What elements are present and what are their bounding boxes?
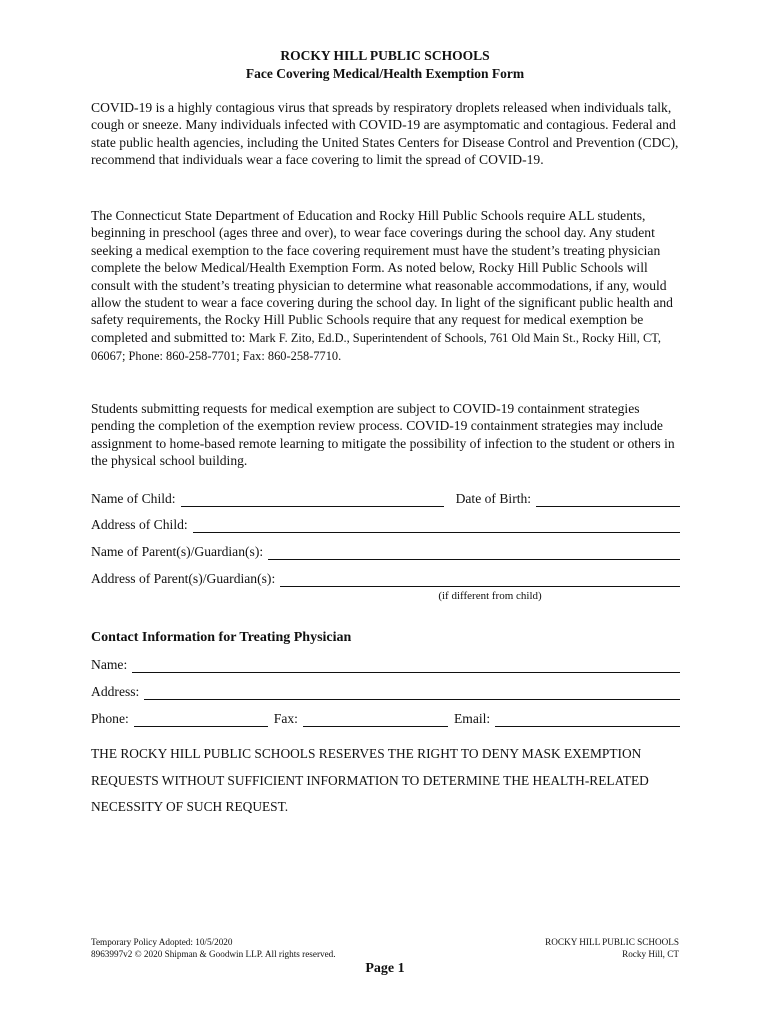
physician-section-title: Contact Information for Treating Physician <box>91 630 352 645</box>
footer-right <box>545 936 679 960</box>
parent-address-line[interactable] <box>280 573 680 587</box>
intro-paragraph: COVID-19 is a highly contagious virus that spreads by respiratory droplets released when individuals talk, cough or sneeze. Many individuals infected with COVID-19 are asymptomatic and contagious. Federal and state public health agencies, including the United States Centers for Disease Control and Prevention (CDC), recommend that individuals wear a face covering to limit the spread of COVID-19. <box>91 100 679 168</box>
containment-paragraph: Students submitting requests for medical exemption are subject to COVID-19 containment strategies pending the completion of the exemption review process. COVID-19 containment strategies may include assignment to home-based remote learning to mitigate the possibility of infection to the student or others in the physical school building. <box>91 401 675 469</box>
dob-line[interactable] <box>536 493 680 507</box>
policy-date: Temporary Policy Adopted: 10/5/2020 <box>91 937 233 947</box>
requirement-text: The Connecticut State Department of Education and Rocky Hill Public Schools require ALL students, beginning in preschool (ages three and over), to wear face coverings during the school day. Any student seeking a medical exemption to the face covering requirement must have the student’s treating physician complete the below Medical/Health Exemption Form. As noted below, Rocky Hill Public Schools will consult with the student’s treating physician to determine what reasonable accommodations, if any, would allow the student to wear a face covering during the school day. In light of the significant public health and safety requirements, the Rocky Hill Public Schools require that any request for medical exemption be completed and submitted to: <box>91 208 673 345</box>
parent-address-row <box>91 571 680 587</box>
physician-address-line[interactable] <box>144 686 680 700</box>
page-number: Page 1 <box>365 961 405 976</box>
physician-contact-row <box>91 711 680 727</box>
child-address-row <box>91 517 680 533</box>
physician-name-row <box>91 657 680 673</box>
requirement-paragraph <box>91 207 683 366</box>
footer-location: Rocky Hill, CT <box>622 949 679 959</box>
email-line[interactable] <box>495 713 680 727</box>
phone-line[interactable] <box>134 713 268 727</box>
footer-org: ROCKY HILL PUBLIC SCHOOLS <box>545 937 679 947</box>
parent-name-line[interactable] <box>268 546 680 560</box>
phone-label: Phone: <box>91 711 129 726</box>
submission-address: Mark F. Zito, Ed.D., Superintendent of Schools, 761 Old Main St., Rocky Hill, CT, 06067; Phone: 860-258-7701; Fax: 860-258-7710. <box>91 330 661 364</box>
email-label: Email: <box>453 711 491 726</box>
physician-address-label: Address: <box>91 684 140 699</box>
physician-name-label: Name: <box>91 657 128 672</box>
deny-notice: THE ROCKY HILL PUBLIC SCHOOLS RESERVES THE RIGHT TO DENY MASK EXEMPTION REQUESTS WITHOUT SUFFICIENT INFORMATION TO DETERMINE THE HEALTH-RELATED NECESSITY OF SUCH REQUEST. <box>91 746 649 814</box>
footer-left <box>91 936 336 960</box>
organization-heading: ROCKY HILL PUBLIC SCHOOLS <box>280 48 490 63</box>
child-address-label: Address of Child: <box>91 517 188 532</box>
parent-name-label: Name of Parent(s)/Guardian(s): <box>91 544 264 559</box>
parent-address-label: Address of Parent(s)/Guardian(s): <box>91 571 276 586</box>
child-name-label: Name of Child: <box>91 491 176 506</box>
if-different-note: (if different from child) <box>438 590 542 602</box>
fax-label: Fax: <box>273 711 298 726</box>
copyright-notice: 8963997v2 © 2020 Shipman & Goodwin LLP. All rights reserved. <box>91 949 336 959</box>
physician-name-line[interactable] <box>132 659 680 673</box>
child-address-line[interactable] <box>193 519 680 533</box>
form-title: Face Covering Medical/Health Exemption Form <box>245 66 525 81</box>
child-name-row <box>91 491 680 507</box>
physician-address-row <box>91 684 680 700</box>
child-name-line[interactable] <box>181 493 444 507</box>
parent-name-row <box>91 544 680 560</box>
dob-label: Date of Birth: <box>455 491 532 506</box>
fax-line[interactable] <box>303 713 448 727</box>
